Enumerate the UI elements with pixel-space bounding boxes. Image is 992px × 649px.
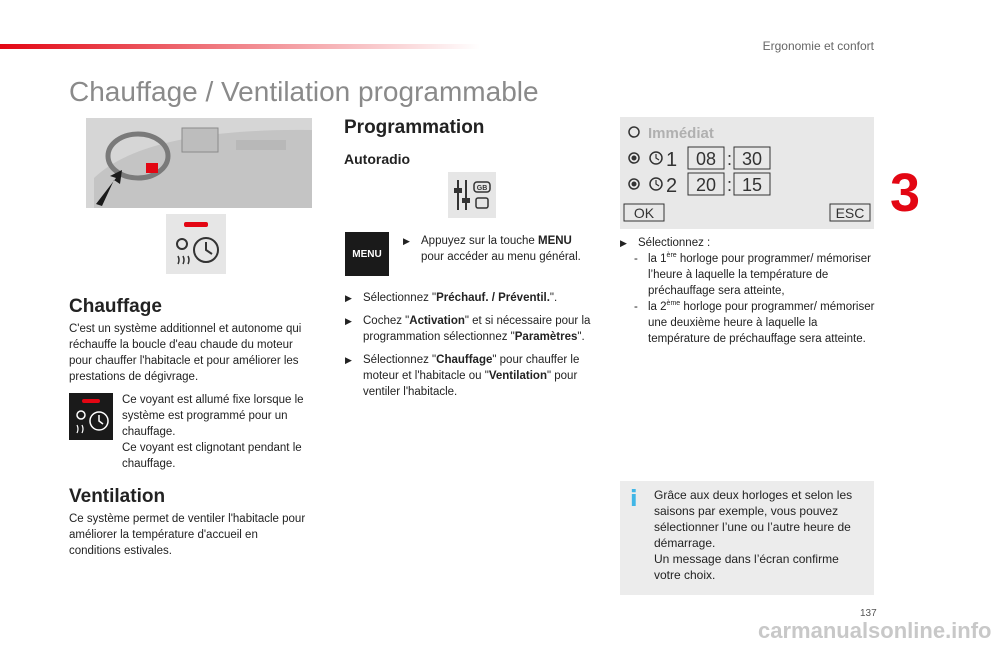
chauffage-heading: Chauffage — [69, 296, 162, 317]
watermark: carmanualsonline.info — [758, 618, 992, 643]
arrow-icon: ▶ — [345, 293, 352, 303]
select-intro: ▶ Sélectionnez : — [620, 237, 711, 249]
immediat-label: Immédiat — [648, 125, 714, 142]
info-icon: i — [630, 487, 638, 512]
section-label: Ergonomie et confort — [762, 39, 874, 53]
step-1: ▶ Appuyez sur la touche MENU pour accéder au menu général. — [403, 235, 581, 263]
step-3: ▶ Cochez "Activation" et si nécessaire pour la programmation sélectionnez "Paramètres". — [345, 315, 591, 343]
dashboard-illustration — [86, 118, 312, 208]
clock-selection-list — [620, 235, 876, 347]
radio-screen-drawing — [620, 117, 874, 229]
arrow-icon: ▶ — [620, 238, 627, 248]
lamp-text-blinking: Ce voyant est clignotant pendant le chauffage. — [122, 442, 302, 470]
clock-1-minute[interactable]: 30 — [741, 149, 763, 169]
dashboard-drawing — [86, 118, 312, 208]
clock-2-hour[interactable]: 20 — [695, 175, 717, 195]
ok-button[interactable]: OK — [633, 205, 655, 221]
arrow-icon: ▶ — [403, 236, 410, 246]
info-text-2: Un message dans l’écran confirme votre choix. — [654, 552, 839, 582]
step-2: ▶ Sélectionnez "Préchauf. / Préventil.". — [345, 292, 558, 304]
menu-button[interactable]: MENU — [345, 232, 389, 276]
chauffage-body: C'est un système additionnel et autonome qui réchauffe la boucle d'eau chaude du moteur pour chauffer l'habitacle et pour améliorer les prestations de dégivrage. — [69, 323, 302, 383]
page-number: 137 — [860, 608, 877, 619]
clock-1-number: 1 — [666, 149, 678, 171]
arrow-icon: ▶ — [345, 316, 352, 326]
select-item-2: - la 2ème horloge pour programmer/ mémoriser une deuxième heure à laquelle la température de préchauffage sera atteinte. — [634, 300, 875, 345]
info-text — [654, 487, 868, 583]
chapter-number: 3 — [890, 163, 921, 223]
clock-1-hour[interactable]: 08 — [695, 149, 717, 169]
settings-sliders-icon — [448, 172, 496, 218]
gb-label: GB — [476, 185, 488, 192]
colon-2: : — [727, 175, 733, 195]
radio-screen — [620, 117, 874, 229]
steps-2-4 — [345, 290, 600, 400]
header-accent-bar — [0, 44, 480, 49]
lamp-icon — [69, 393, 113, 440]
ventilation-body: Ce système permet de ventiler l'habitacle pour améliorer la température d'accueil en conditions estivales. — [69, 513, 306, 557]
arrow-icon: ▶ — [345, 355, 352, 365]
clock-2-minute[interactable]: 15 — [741, 175, 763, 195]
info-text-1: Grâce aux deux horloges et selon les saisons par exemple, vous pouvez sélectionner l’une ou l’autre heure de démarrage. — [654, 488, 853, 550]
select-item-1: - la 1ère horloge pour programmer/ mémoriser l’heure à laquelle la température de préchauffage sera atteinte, — [634, 252, 871, 297]
ventilation-heading: Ventilation — [69, 486, 166, 507]
heater-icon-box — [166, 214, 226, 274]
settings-icon-box — [448, 172, 496, 218]
programmation-heading: Programmation — [344, 117, 485, 138]
fan-clock-icon — [166, 214, 226, 274]
heater-lamp-icon — [69, 393, 113, 440]
lamp-text-fixed: Ce voyant est allumé fixe lorsque le système est programmé pour un chauffage. — [122, 394, 304, 438]
page-title: Chauffage / Ventilation programmable — [69, 76, 539, 107]
esc-button[interactable]: ESC — [835, 205, 865, 221]
colon-1: : — [727, 149, 733, 169]
autoradio-subheading: Autoradio — [344, 151, 411, 167]
step-4: ▶ Sélectionnez "Chauffage" pour chauffer le moteur et l'habitacle ou "Ventilation" pour ventiler l'habitacle. — [345, 354, 580, 398]
lamp-description — [122, 392, 314, 472]
clock-2-number: 2 — [666, 175, 678, 197]
